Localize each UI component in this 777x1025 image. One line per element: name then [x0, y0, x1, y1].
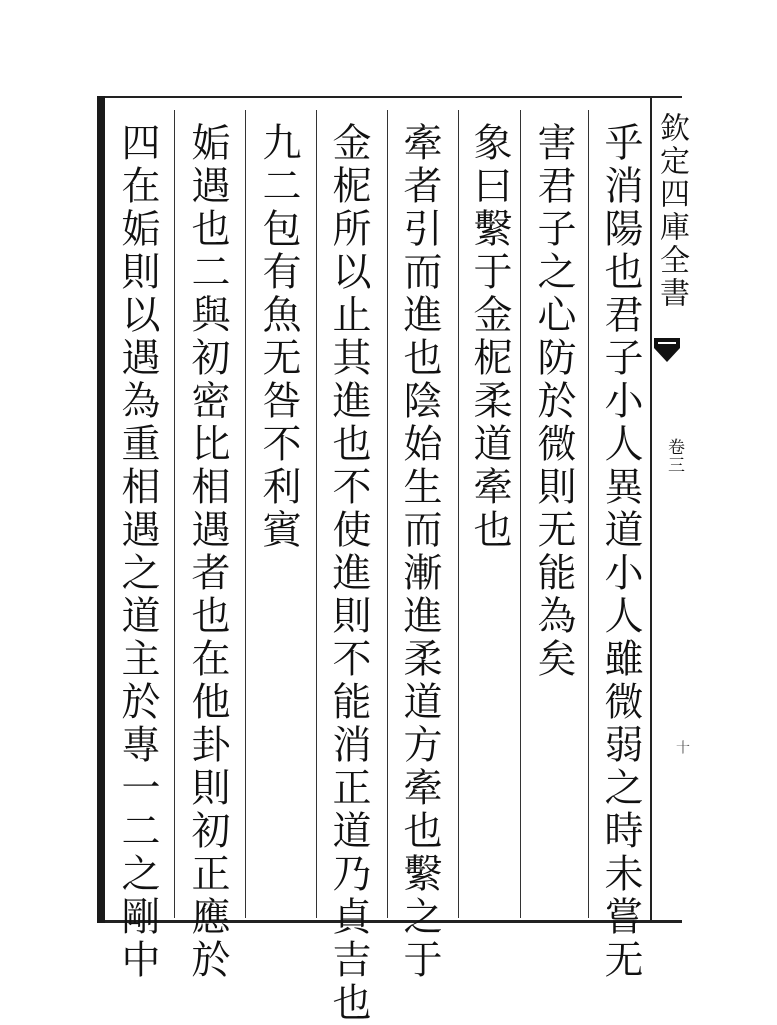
column-rule — [174, 110, 175, 918]
frame-top-border — [97, 96, 682, 98]
text-column-4: 牽者引而進也陰始生而漸進柔道方牽也繫之于 — [397, 122, 442, 982]
column-rule — [387, 110, 388, 918]
text-column-1: 乎消陽也君子小人異道小人雖微弱之時未嘗无 — [598, 122, 643, 982]
text-column-3: 象曰繫于金柅柔道牽也 — [467, 122, 512, 552]
book-title-margin: 欽定四庫全書 — [654, 112, 689, 310]
volume-label: 卷三 — [664, 438, 684, 474]
column-rule — [458, 110, 459, 918]
column-rule — [588, 110, 589, 918]
text-column-7: 姤遇也二與初密比相遇者也在他卦則初正應於 — [185, 122, 230, 982]
frame-right-border — [650, 96, 652, 923]
column-rule — [520, 110, 521, 918]
frame-left-border — [97, 96, 105, 923]
column-rule — [316, 110, 317, 918]
text-column-8: 四在姤則以遇為重相遇之道主於專一二之剛中 — [115, 122, 160, 982]
page-mark: 十 — [674, 740, 690, 754]
fish-tail-icon — [654, 338, 680, 362]
text-column-6: 九二包有魚无咎不利賓 — [256, 122, 301, 552]
text-column-5: 金柅所以止其進也不使進則不能消正道乃貞吉也 — [326, 122, 371, 1025]
column-rule — [245, 110, 246, 918]
text-column-2: 害君子之心防於微則无能為矣 — [531, 122, 576, 681]
